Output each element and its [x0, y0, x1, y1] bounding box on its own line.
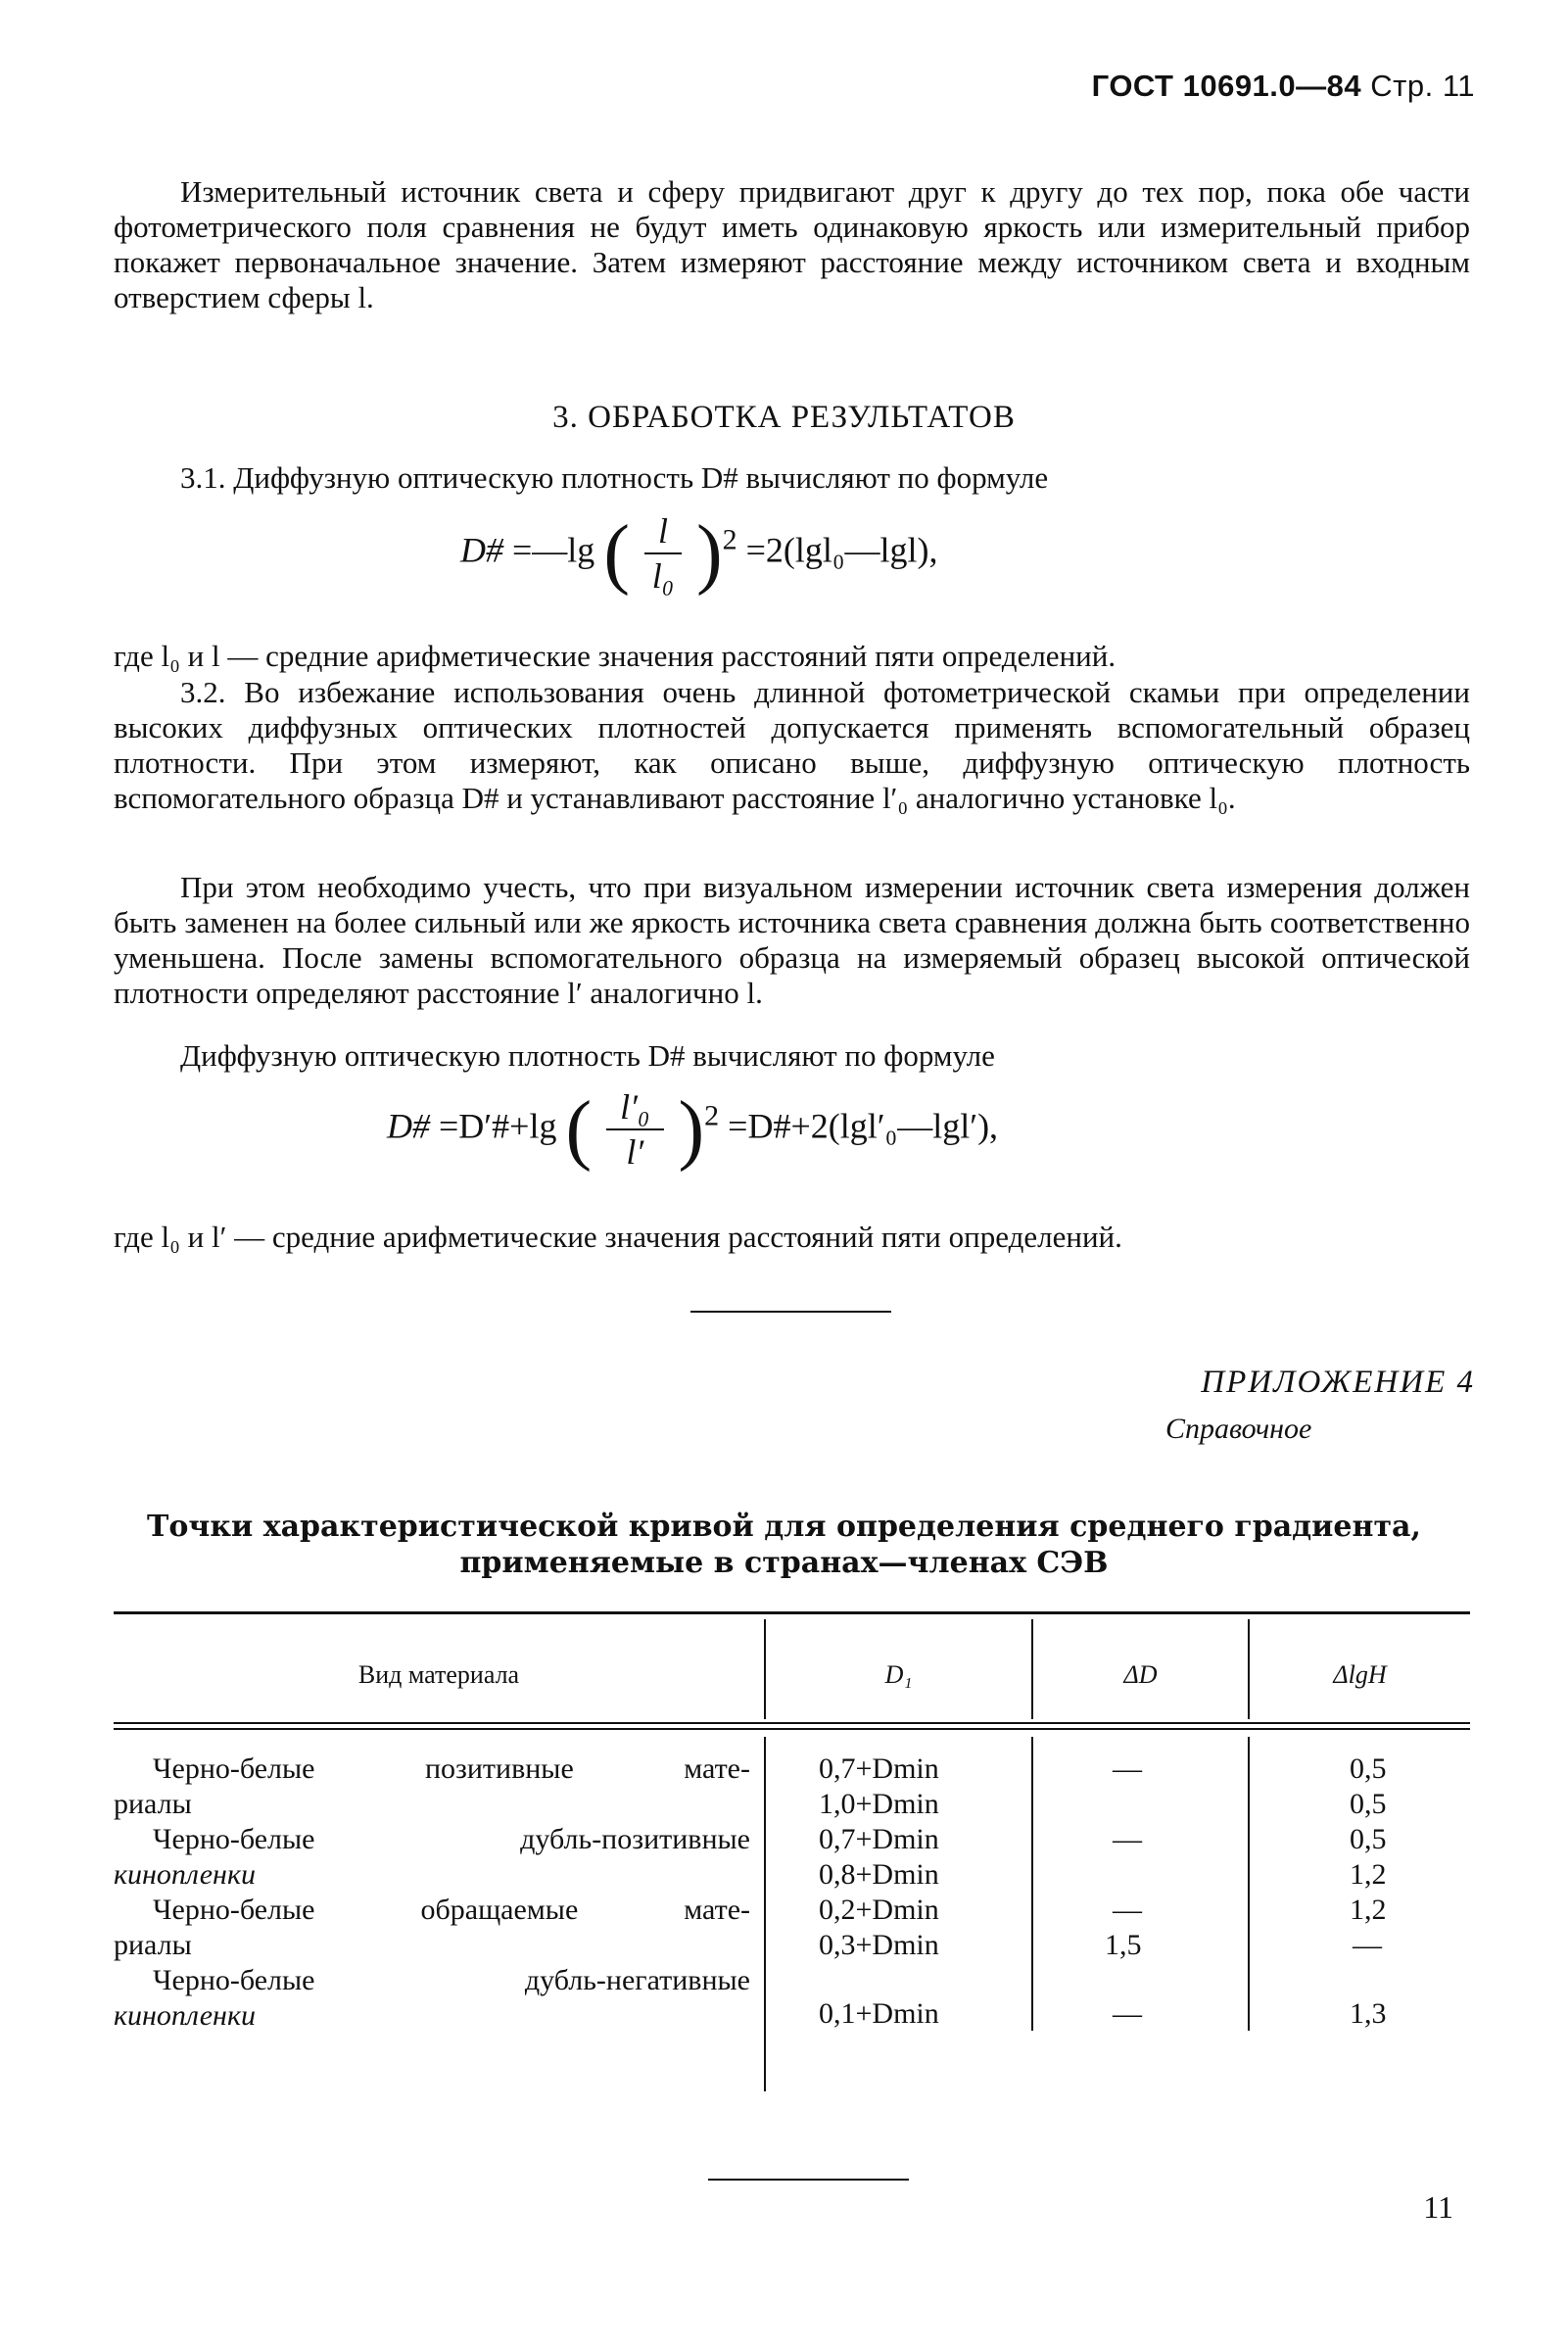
formula-1-fraction	[644, 509, 682, 598]
formula-2-lhs: D#	[387, 1106, 430, 1146]
page-number: 11	[1423, 2189, 1453, 2225]
cell-dlgh-r3: 0,5	[1350, 1823, 1387, 1855]
table-top-rule	[114, 1611, 1470, 1614]
formula-2-paren-left: (	[565, 1086, 593, 1173]
material-1-line-1: Черно-белые позитивные мате-	[153, 1752, 750, 1785]
formula-1-paren-left: (	[603, 510, 630, 597]
formula-2-denominator: l′	[626, 1132, 644, 1172]
formula-1-rhs: =2(lgl₀—lgl),	[745, 530, 938, 570]
material-2-line-1: Черно-белые дубль-позитивные	[153, 1823, 750, 1855]
footer-divider	[708, 2179, 909, 2181]
table-caption	[0, 1509, 1568, 1581]
appendix-subtitle: Справочное	[1165, 1413, 1312, 1445]
cell-dlgh-r1: 0,5	[1350, 1752, 1387, 1785]
where-clause-2: где l₀ и l′ — средние арифметические значения расстояний пяти определений.	[114, 1220, 1122, 1254]
material-4	[114, 1963, 750, 2034]
page-label: Стр. 11	[1370, 69, 1475, 103]
cell-dd-r7: —	[1113, 1997, 1142, 2030]
material-4-line-2: кинопленки	[114, 1999, 256, 2032]
table-caption-line-2: применяемые в странах—членах СЭВ	[459, 1546, 1109, 1580]
material-3-line-1: Черно-белые обращаемые мате-	[153, 1894, 750, 1926]
data-table	[114, 1611, 1470, 2101]
formula-1-numerator: l	[644, 509, 682, 554]
cell-dd-r1: —	[1113, 1752, 1142, 1785]
table-header-rule-2	[114, 1728, 1470, 1730]
col-header-delta-d: ΔD	[1123, 1660, 1158, 1689]
formula-1-exponent: 2	[722, 523, 737, 556]
material-2	[114, 1822, 750, 1893]
paragraph-3-1: 3.1. Диффузную оптическую плотность D# вычисляют по формуле	[180, 460, 1049, 495]
cell-d1-r7: 0,1+Dmin	[819, 1997, 939, 2030]
appendix-title: ПРИЛОЖЕНИЕ 4	[1201, 1365, 1475, 1400]
table-vline-2b	[1031, 1737, 1033, 2031]
cell-dd-r3: —	[1113, 1823, 1142, 1855]
material-4-line-1: Черно-белые дубль-негативные	[153, 1964, 750, 1996]
table-vline-3b	[1248, 1737, 1250, 2031]
cell-d1-r6: 0,3+Dmin	[819, 1929, 939, 1961]
cell-dlgh-r2: 0,5	[1350, 1788, 1387, 1820]
intro-paragraph: Измерительный источник света и сферу придвигают друг к другу до тех пор, пока обе части фотометрического поля сравнения не будут иметь одинаковую яркость или измерительный прибор покажет первоначальное значение. Затем измеряют расстояние между источником света и входным отверстием сферы l.	[114, 174, 1470, 314]
table-caption-line-1: Точки характеристической кривой для определения среднего градиента,	[147, 1510, 1421, 1544]
paragraph-3-4: Диффузную оптическую плотность D# вычисляют по формуле	[180, 1038, 995, 1073]
material-3-line-2: риалы	[114, 1929, 192, 1961]
formula-1-op: =—lg	[512, 530, 595, 570]
cell-dlgh-r5: 1,2	[1350, 1894, 1387, 1926]
material-1-line-2: риалы	[114, 1788, 192, 1820]
standard-number: ГОСТ 10691.0—84	[1091, 69, 1362, 103]
formula-2-rhs: =D#+2(lgl′₀—lgl′),	[728, 1106, 999, 1146]
cell-d1-r2: 1,0+Dmin	[819, 1788, 939, 1820]
section-title: 3. ОБРАБОТКА РЕЗУЛЬТАТОВ	[552, 400, 1016, 435]
formula-1	[460, 509, 937, 598]
cell-d1-r5: 0,2+Dmin	[819, 1894, 939, 1926]
formula-1-denominator: l₀	[651, 556, 675, 596]
formula-2	[387, 1085, 998, 1174]
formula-2-numerator: l′₀	[606, 1085, 663, 1130]
paragraph-3-2: 3.2. Во избежание использования очень длинной фотометрической скамьи при определении высоких диффузных оптических плотностей допускается применять вспомогательный образец плотности. При этом измеряют, как описано выше, диффузную оптическую плотность вспомогательного образца D# и устанавливают расстояние l′₀ аналогично установке l₀.	[114, 675, 1470, 815]
where-clause-1: где l₀ и l — средние арифметические значения расстояний пяти определений.	[114, 639, 1117, 673]
material-2-line-2: кинопленки	[114, 1858, 256, 1891]
paragraph-3-3: При этом необходимо учесть, что при визуальном измерении источник света измерения должен быть заменен на более сильный или же яркость источника света сравнения должна быть соответственно уменьшена. После замены вспомогательного образца на измеряемый образец высокой оптической плотности определяют расстояние l′ аналогично l.	[114, 870, 1470, 1010]
cell-d1-r1: 0,7+Dmin	[819, 1752, 939, 1785]
table-vline-1b	[764, 1737, 766, 2091]
material-3	[114, 1893, 750, 1963]
formula-2-fraction	[606, 1085, 663, 1174]
col-header-material: Вид материала	[357, 1660, 520, 1689]
col-header-delta-lgh: ΔlgH	[1333, 1660, 1387, 1689]
cell-dd-r5: —	[1113, 1894, 1142, 1926]
cell-dd-r6: 1,5	[1105, 1929, 1142, 1961]
cell-d1-r4: 0,8+Dmin	[819, 1858, 939, 1891]
cell-dlgh-r4: 1,2	[1350, 1858, 1387, 1891]
page-header	[1092, 69, 1475, 104]
col-header-d1: D₁	[884, 1660, 913, 1689]
formula-1-lhs: D#	[460, 530, 503, 570]
formula-1-paren-right: )	[695, 510, 723, 597]
formula-2-exponent: 2	[704, 1099, 720, 1132]
cell-d1-r3: 0,7+Dmin	[819, 1823, 939, 1855]
material-1	[114, 1751, 750, 1822]
cell-dlgh-r7: 1,3	[1350, 1997, 1387, 2030]
formula-2-op: =D′#+lg	[439, 1106, 557, 1146]
formula-2-paren-right: )	[678, 1086, 705, 1173]
section-divider	[690, 1311, 891, 1313]
cell-dlgh-r6: —	[1353, 1929, 1382, 1961]
table-header-rule-1	[114, 1722, 1470, 1724]
